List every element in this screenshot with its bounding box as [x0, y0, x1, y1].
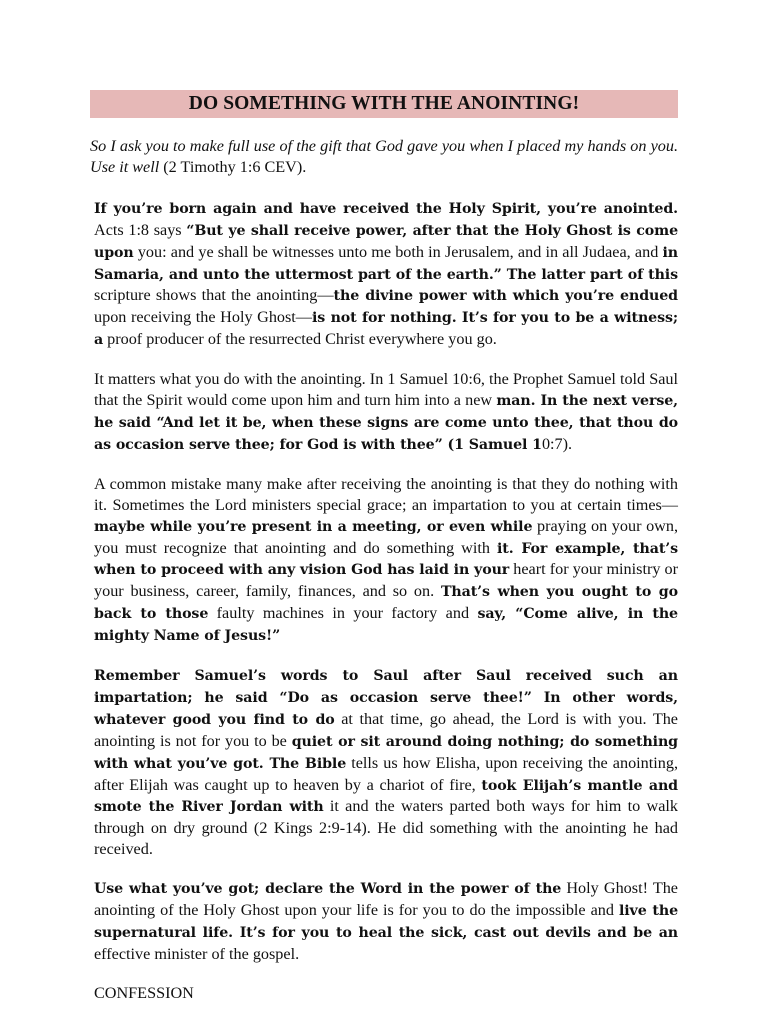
- document-page: [90, 90, 678, 1004]
- intro-scripture-reference: (2 Timothy 1:6 CEV).: [159, 157, 307, 176]
- page-title: DO SOMETHING WITH THE ANOINTING!: [90, 90, 678, 118]
- paragraph-2: It matters what you do with the anointing. In 1 Samuel 10:6, the Prophet Samuel told Saul that the Spirit would come upon him and turn him into a new man. In the next verse, he said “And let it be, when these signs are come unto thee, that thou do as occasion serve thee; for God is with thee” (1 Samuel 10:7).: [94, 370, 678, 453]
- paragraph-4: Remember Samuel’s words to Saul after Saul received such an impartation; he said “Do as occasion serve thee!” In other words, whatever good you find to do at that time, go ahead, the Lord is with you. The anointing is not for you to be quiet or sit around doing nothing; do something with what you’ve got. The Bible tells us how Elisha, upon receiving the anointing, after Elijah was caught up to heaven by a chariot of fire, took Elijah’s mantle and smote the River Jordan with it and the waters parted both ways for him to walk through on dry ground (2 Kings 2:9-14). He did something with the anointing he had received.: [94, 668, 678, 859]
- intro-scripture: [90, 136, 678, 178]
- confession-heading: CONFESSION: [94, 983, 194, 1002]
- paragraph-5: Use what you’ve got; declare the Word in the power of the Holy Ghost! The anointing of the Holy Ghost upon your life is for you to do the impossible and live the supernatural life. It’s for you to heal the sick, cast out devils and be an effective minister of the gospel.: [94, 879, 678, 963]
- intro-scripture-text: So I ask you to make full use of the gift that God gave you when I placed my hands on you. Use it well: [90, 137, 678, 176]
- paragraph-1: If you’re born again and have received the Holy Spirit, you’re anointed. Acts 1:8 says “But ye shall receive power, after that the Holy Ghost is come upon you: and ye shall be witnesses unto me both in Jerusalem, and in all Judaea, and in Samaria, and unto the uttermost part of the earth.” The latter part of this scripture shows that the anointing—the divine power with which you’re endued upon receiving the Holy Ghost—is not for nothing. It’s for you to be a witness; a proof producer of the resurrected Christ everywhere you go.: [94, 200, 679, 349]
- paragraph-3: A common mistake many make after receiving the anointing is that they do nothing with it. Sometimes the Lord ministers special grace; an impartation to you at certain times—maybe while you’re present in a meeting, or even while praying on your own, you must recognize that anointing and do something with it. For example, that’s when to proceed with any vision God has laid in your heart for your ministry or your business, career, family, finances, and so on. That’s when you ought to go back to those faulty machines in your factory and say, “Come alive, in the mighty Name of Jesus!”: [94, 474, 679, 645]
